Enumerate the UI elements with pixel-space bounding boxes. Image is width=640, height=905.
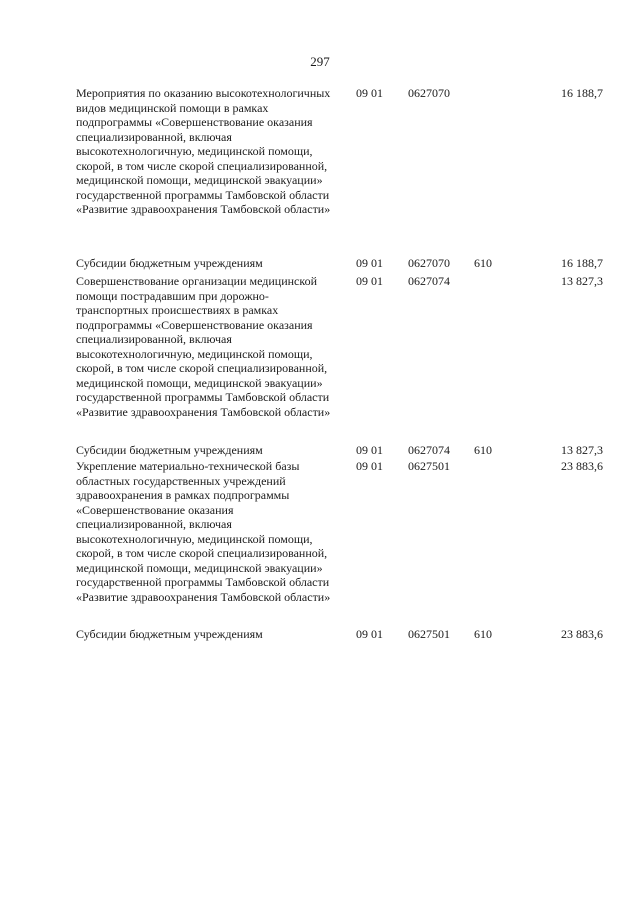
row-expense-type: 610: [474, 256, 492, 270]
row-target-code: 0627074: [408, 274, 450, 288]
row-amount: 23 883,6: [561, 627, 603, 641]
row-target-code: 0627501: [408, 459, 450, 473]
page-number: 297: [310, 54, 330, 69]
row-description: Субсидии бюджетным учреждениям: [76, 256, 263, 270]
row-section: 09 01: [356, 86, 383, 100]
row-section: 09 01: [356, 443, 383, 457]
row-section: 09 01: [356, 274, 383, 288]
row-description: Совершенствование организации медицинской помощи пострадавшим при дорожно-транспортных происшествиях в рамках подпрограммы «Совершенствование оказания специализированной, включая высокотехнологичную, медицинской помощи, скорой, в том числе скорой специализированной, медицинской помощи, медицинской эвакуации» государственной программы Тамбовской области «Развитие здравоохранения Тамбовской области»: [76, 274, 331, 419]
row-amount: 13 827,3: [561, 274, 603, 288]
row-description: Субсидии бюджетным учреждениям: [76, 627, 263, 641]
row-description: Субсидии бюджетным учреждениям: [76, 443, 263, 457]
row-target-code: 0627070: [408, 86, 450, 100]
row-amount: 13 827,3: [561, 443, 603, 457]
row-section: 09 01: [356, 459, 383, 473]
row-amount: 16 188,7: [561, 256, 603, 270]
row-expense-type: 610: [474, 443, 492, 457]
row-section: 09 01: [356, 627, 383, 641]
row-target-code: 0627501: [408, 627, 450, 641]
row-amount: 16 188,7: [561, 86, 603, 100]
row-section: 09 01: [356, 256, 383, 270]
row-description: Мероприятия по оказанию высокотехнологичных видов медицинской помощи в рамках подпрограммы «Совершенствование оказания специализированной, включая высокотехнологичную, медицинской помощи, скорой, в том числе скорой специализированной, медицинской помощи, медицинской эвакуации» государственной программы Тамбовской области «Развитие здравоохранения Тамбовской области»: [76, 86, 331, 216]
row-amount: 23 883,6: [561, 459, 603, 473]
row-target-code: 0627074: [408, 443, 450, 457]
row-target-code: 0627070: [408, 256, 450, 270]
row-description: Укрепление материально-технической базы областных государственных учреждений здравоохранения в рамках подпрограммы «Совершенствование оказания специализированной, включая высокотехнологичную, медицинской помощи, скорой, в том числе скорой специализированной, медицинской помощи, медицинской эвакуации» государственной программы Тамбовской области «Развитие здравоохранения Тамбовской области»: [76, 459, 331, 604]
row-expense-type: 610: [474, 627, 492, 641]
